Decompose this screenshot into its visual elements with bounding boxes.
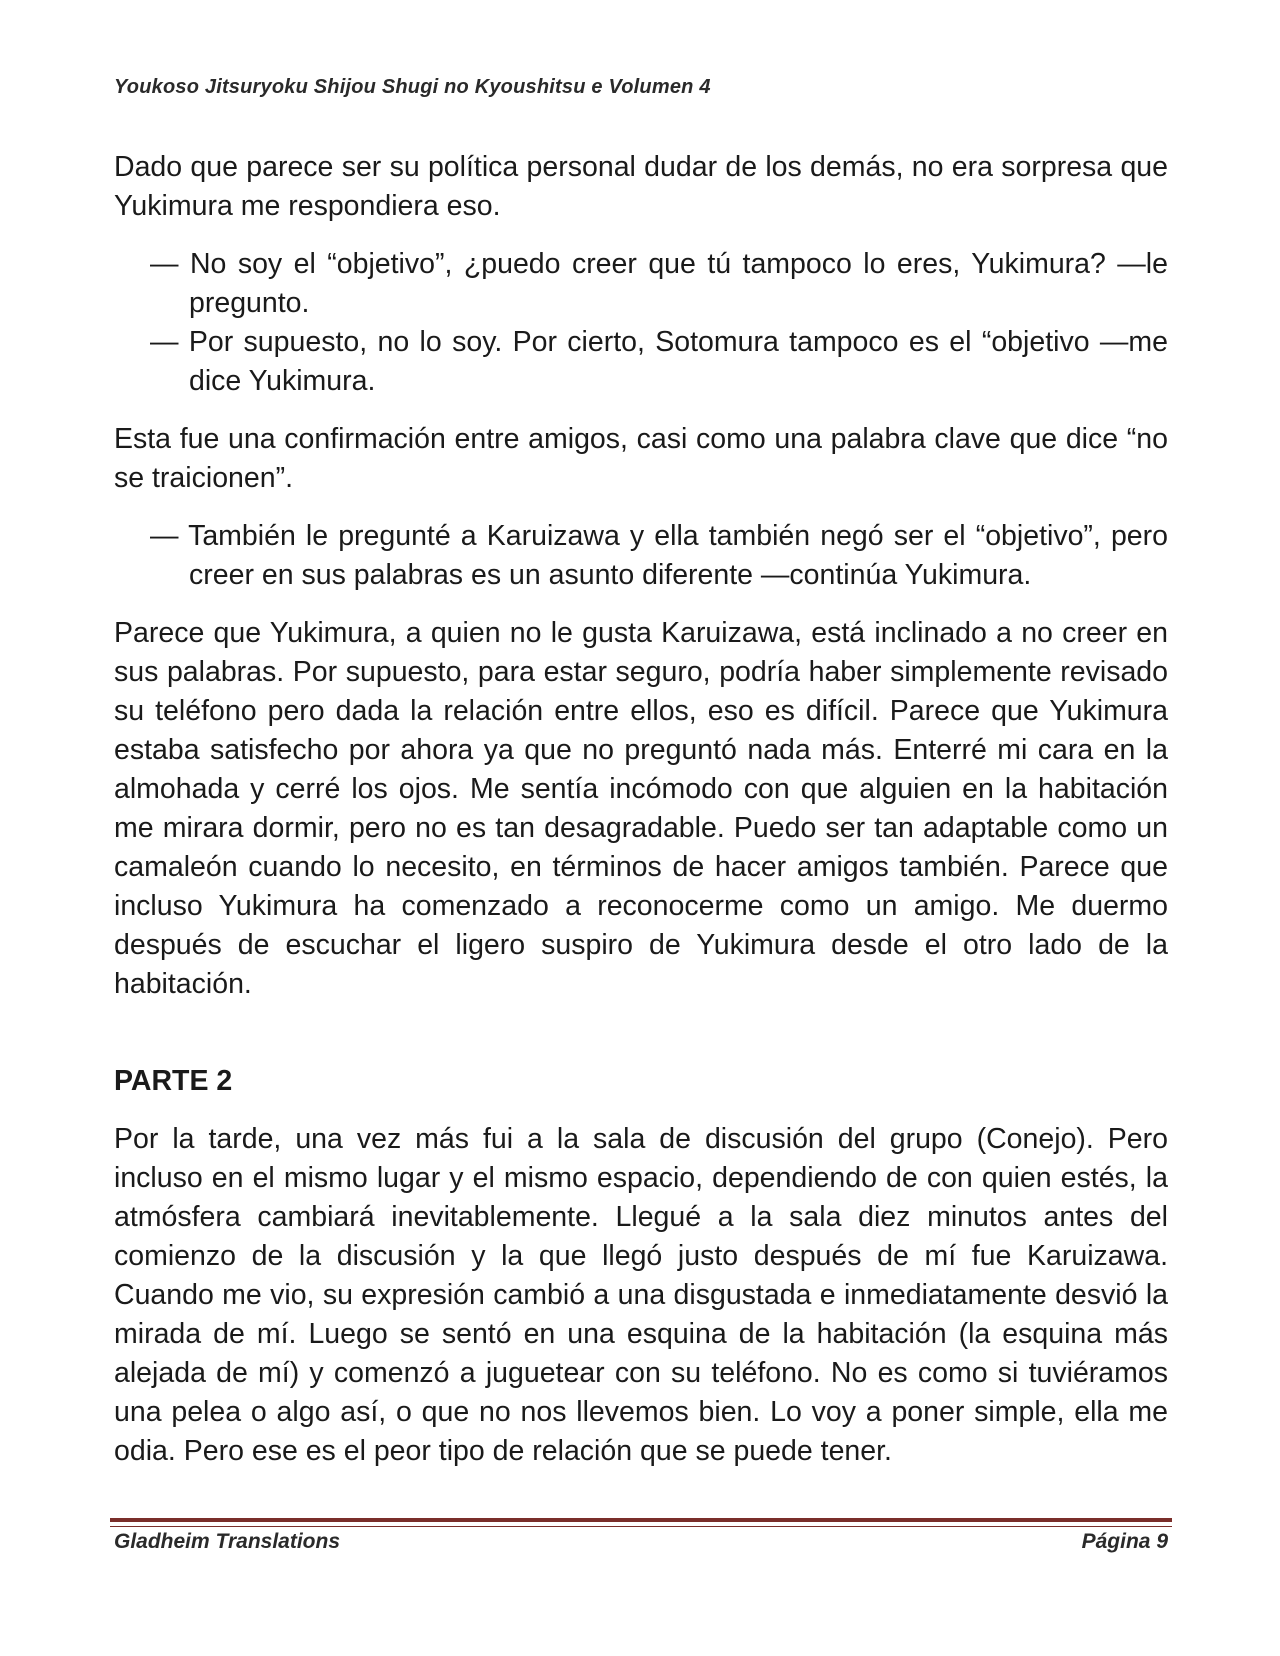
section-heading: PARTE 2: [114, 1065, 233, 1097]
dialogue-line-1: — No soy el “objetivo”, ¿puedo creer que tú tampoco lo eres, Yukimura? —le pregunto.: [150, 248, 1168, 319]
paragraph-2: Esta fue una confirmación entre amigos, casi como una palabra clave que dice “no se traicionen”.: [114, 423, 1168, 494]
paragraph-4: Por la tarde, una vez más fui a la sala de discusión del grupo (Conejo). Pero incluso en el mismo lugar y el mismo espacio, dependiendo de con quien estés, la atmósfera cambiará inevitablemente. Llegué a la sala diez minutos antes del comienzo de la discusión y la que llegó justo después de mí fue Karuizawa. Cuando me vio, su expresión cambió a una disgustada e inmediatamente desvió la mirada de mí. Luego se sentó en una esquina de la habitación (la esquina más alejada de mí) y comenzó a juguetear con su teléfono. No es como si tuviéramos una pelea o algo así, o que no nos llevemos bien. Lo voy a poner simple, ella me odia. Pero ese es el peor tipo de relación que se puede tener.: [114, 1123, 1168, 1467]
page-header-title: Youkoso Jitsuryoku Shijou Shugi no Kyoushitsu e Volumen 4: [114, 76, 711, 98]
footer-divider-thick: [110, 1518, 1172, 1522]
footer-publisher: Gladheim Translations: [114, 1530, 341, 1553]
page-body: [114, 148, 1168, 1490]
dialogue-line-2: — Por supuesto, no lo soy. Por cierto, Sotomura tampoco es el “objetivo —me dice Yukimura.: [150, 326, 1168, 397]
footer-page-number: Página 9: [1081, 1530, 1168, 1553]
dialogue-line-3: — También le pregunté a Karuizawa y ella también negó ser el “objetivo”, pero creer en sus palabras es un asunto diferente —continúa Yukimura.: [150, 520, 1168, 591]
paragraph-3: Parece que Yukimura, a quien no le gusta Karuizawa, está inclinado a no creer en sus palabras. Por supuesto, para estar seguro, podría haber simplemente revisado su teléfono pero dada la relación entre ellos, eso es difícil. Parece que Yukimura estaba satisfecho por ahora ya que no preguntó nada más. Enterré mi cara en la almohada y cerré los ojos. Me sentía incómodo con que alguien en la habitación me mirara dormir, pero no es tan desagradable. Puedo ser tan adaptable como un camaleón cuando lo necesito, en términos de hacer amigos también. Parece que incluso Yukimura ha comenzado a reconocerme como un amigo. Me duermo después de escuchar el ligero suspiro de Yukimura desde el otro lado de la habitación.: [114, 617, 1168, 1000]
footer-divider-thin: [110, 1526, 1172, 1527]
paragraph-1: Dado que parece ser su política personal dudar de los demás, no era sorpresa que Yukimura me respondiera eso.: [114, 151, 1168, 222]
